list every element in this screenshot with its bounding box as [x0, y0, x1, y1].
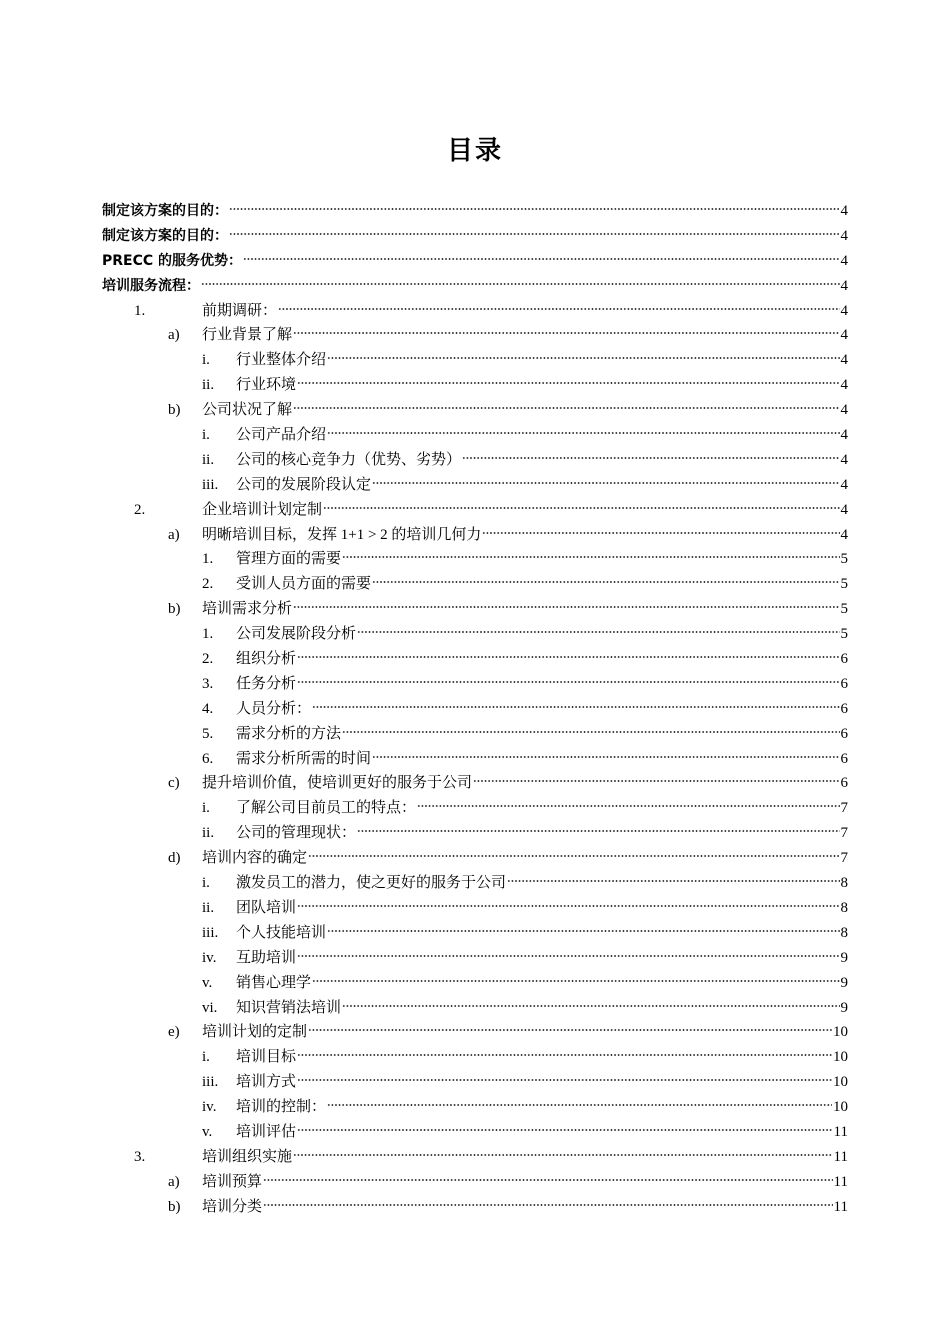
toc-entry-page-number: 4	[840, 377, 848, 394]
dot-leader	[342, 1004, 839, 1008]
toc-entry-title: 前期调研：	[202, 302, 278, 319]
toc-entry-page-number: 4	[840, 203, 848, 219]
toc-entry-number: ii.	[202, 451, 215, 468]
toc-entry[interactable]	[102, 299, 848, 324]
toc-entry-number: b)	[168, 601, 181, 618]
toc-entry-title: 公司的管理现状：	[236, 825, 357, 842]
toc-entry-number: a)	[168, 327, 180, 344]
toc-entry-title: 企业培训计划定制	[202, 501, 323, 518]
toc-entry-title: 培训组织实施	[202, 1148, 293, 1165]
toc-entry-page-number: 5	[840, 551, 848, 568]
toc-entry-title: 行业整体介绍	[236, 352, 327, 369]
toc-entry-title: 组织分析	[236, 651, 297, 668]
toc-entry-number: vi.	[202, 999, 218, 1016]
toc-entry-page-number: 10	[833, 1024, 848, 1041]
toc-entry[interactable]	[102, 597, 848, 622]
toc-entry[interactable]	[102, 846, 848, 871]
toc-entry-title: 公司发展阶段分析	[236, 626, 357, 643]
dot-leader	[297, 954, 839, 958]
toc-entry-number: v.	[202, 1123, 213, 1140]
dot-leader	[462, 456, 839, 460]
toc-entry-title: 培训评估	[236, 1123, 297, 1140]
toc-entry[interactable]	[102, 1020, 848, 1045]
toc-entry-number: iii.	[202, 476, 219, 493]
toc-entry-title: 了解公司目前员工的特点：	[236, 800, 417, 817]
toc-entry-number: a)	[168, 526, 180, 543]
toc-entry[interactable]	[102, 547, 848, 572]
toc-entry-number: 3.	[202, 675, 214, 692]
dot-leader	[312, 979, 839, 983]
toc-entry-title: 明晰培训目标，发挥 1+1 > 2 的培训几何力	[202, 526, 482, 543]
toc-entry[interactable]	[102, 523, 848, 548]
dot-leader	[229, 207, 840, 211]
toc-entry-number: d)	[168, 850, 181, 867]
toc-entry-page-number: 5	[840, 626, 848, 643]
toc-entry[interactable]	[102, 996, 848, 1021]
toc-entry-title: 需求分析的方法	[236, 725, 342, 742]
dot-leader	[323, 506, 839, 510]
toc-entry-number: 2.	[202, 576, 214, 593]
dot-leader	[297, 655, 839, 659]
toc-entry-page-number: 4	[840, 252, 848, 269]
toc-entry-number: iv.	[202, 1099, 217, 1116]
toc-entry[interactable]	[102, 473, 848, 498]
toc-entry[interactable]	[102, 971, 848, 996]
dot-leader	[417, 804, 839, 808]
page-title: 目录	[446, 136, 503, 166]
dot-leader	[372, 580, 839, 584]
toc-entry-title: 管理方面的需要	[236, 551, 342, 568]
toc-entry-title: 公司状况了解	[202, 402, 293, 419]
toc-entry-title: 行业背景了解	[202, 327, 293, 344]
toc-entry-number: 2.	[202, 651, 214, 668]
toc-entry[interactable]	[102, 498, 848, 523]
toc-entry-number: b)	[168, 402, 181, 419]
toc-entry-page-number: 8	[840, 899, 848, 916]
toc-entry-page-number: 10	[833, 1099, 848, 1116]
toc-entry[interactable]	[102, 572, 848, 597]
toc-entry-title: 团队培训	[236, 899, 297, 916]
toc-entry[interactable]	[102, 1070, 848, 1095]
dot-leader	[263, 1203, 833, 1207]
toc-entry-page-number: 5	[840, 601, 848, 618]
toc-entry-page-number: 7	[840, 850, 848, 867]
dot-leader	[263, 1178, 833, 1182]
toc-entry[interactable]	[102, 722, 848, 747]
toc-entry-title: 公司的核心竞争力（优势、劣势）	[236, 451, 462, 468]
toc-entry-title: 人员分析：	[236, 700, 312, 717]
toc-entry[interactable]	[102, 423, 848, 448]
toc-entry[interactable]	[102, 771, 848, 796]
toc-entry-page-number: 6	[840, 675, 848, 692]
toc-entry-title: 培训的控制：	[236, 1099, 327, 1116]
dot-leader	[357, 630, 839, 634]
toc-entry-title: 公司的发展阶段认定	[236, 476, 372, 493]
toc-entry[interactable]	[102, 946, 848, 971]
dot-leader	[201, 282, 840, 286]
toc-entry[interactable]	[102, 224, 848, 249]
toc-entry[interactable]	[102, 274, 848, 299]
toc-entry-page-number: 5	[840, 576, 848, 593]
dot-leader	[293, 406, 839, 410]
toc-entry-title: 行业环境	[236, 377, 297, 394]
toc-entry-page-number: 6	[840, 651, 848, 668]
toc-entry-page-number: 6	[840, 775, 848, 792]
toc-entry-page-number: 11	[833, 1198, 848, 1215]
toc-entry-title: 激发员工的潜力，使之更好的服务于公司	[236, 875, 507, 892]
dot-leader	[308, 854, 839, 858]
toc-entry-title: 培训内容的确定	[202, 850, 308, 867]
toc-entry-title: 公司产品介绍	[236, 427, 327, 444]
table-of-contents	[102, 199, 848, 1220]
toc-entry-page-number: 4	[840, 402, 848, 419]
toc-entry-title: 培训分类	[202, 1198, 263, 1215]
dot-leader	[297, 904, 839, 908]
toc-entry-number: 1.	[202, 551, 214, 568]
toc-entry[interactable]	[102, 871, 848, 896]
toc-entry-number: i.	[202, 800, 210, 817]
toc-entry-number: i.	[202, 352, 210, 369]
toc-entry-number: i.	[202, 875, 210, 892]
toc-entry-title: 培训方式	[236, 1074, 297, 1091]
toc-entry-number: 1.	[134, 302, 146, 319]
toc-entry[interactable]	[102, 1170, 848, 1195]
toc-entry-number: iv.	[202, 949, 217, 966]
toc-entry-title: 制定该方案的目的：	[102, 227, 228, 244]
dot-leader	[482, 531, 839, 535]
toc-entry[interactable]	[102, 921, 848, 946]
toc-entry-page-number: 8	[840, 924, 848, 941]
toc-entry[interactable]	[102, 896, 848, 921]
toc-entry-number: 1.	[202, 626, 214, 643]
dot-leader	[243, 257, 839, 261]
toc-entry-title: 制定该方案的目的：	[102, 203, 228, 219]
dot-leader	[357, 829, 839, 833]
toc-entry[interactable]	[102, 373, 848, 398]
toc-entry[interactable]	[102, 448, 848, 473]
toc-entry-page-number: 11	[833, 1148, 848, 1165]
dot-leader	[297, 1053, 832, 1057]
toc-entry-number: ii.	[202, 377, 215, 394]
toc-entry[interactable]	[102, 348, 848, 373]
toc-entry-number: i.	[202, 427, 210, 444]
toc-entry-title: 培训预算	[202, 1173, 263, 1190]
dot-leader	[293, 1153, 833, 1157]
toc-entry-page-number: 4	[840, 277, 848, 294]
toc-entry-page-number: 4	[840, 526, 848, 543]
toc-entry[interactable]	[102, 398, 848, 423]
toc-entry-page-number: 4	[840, 227, 848, 244]
toc-entry-title: 互助培训	[236, 949, 297, 966]
toc-entry[interactable]	[102, 1195, 848, 1220]
toc-entry-number: ii.	[202, 899, 215, 916]
toc-entry-page-number: 11	[833, 1173, 848, 1190]
toc-entry-page-number: 4	[840, 451, 848, 468]
toc-entry-number: c)	[168, 775, 180, 792]
toc-entry[interactable]	[102, 747, 848, 772]
dot-leader	[297, 1078, 832, 1082]
toc-entry-page-number: 4	[840, 476, 848, 493]
dot-leader	[342, 730, 839, 734]
dot-leader	[327, 431, 839, 435]
dot-leader	[293, 331, 839, 335]
toc-entry-page-number: 7	[840, 800, 848, 817]
toc-entry[interactable]	[102, 647, 848, 672]
toc-entry-page-number: 10	[833, 1049, 848, 1066]
toc-entry-title: 需求分析所需的时间	[236, 750, 372, 767]
toc-entry-page-number: 10	[833, 1074, 848, 1091]
toc-entry-page-number: 8	[840, 875, 848, 892]
toc-entry-title: 个人技能培训	[236, 924, 327, 941]
dot-leader	[327, 356, 839, 360]
toc-entry-title: 提升培训价值，使培训更好的服务于公司	[202, 775, 473, 792]
toc-entry-title: 销售心理学	[236, 974, 312, 991]
toc-entry-number: b)	[168, 1198, 181, 1215]
dot-leader	[372, 755, 839, 759]
toc-entry-page-number: 9	[840, 974, 848, 991]
toc-entry-number: e)	[168, 1024, 180, 1041]
toc-entry-page-number: 9	[840, 949, 848, 966]
toc-entry[interactable]	[102, 672, 848, 697]
dot-leader	[372, 481, 839, 485]
toc-entry[interactable]	[102, 1045, 848, 1070]
toc-entry-number: ii.	[202, 825, 215, 842]
toc-entry[interactable]	[102, 1145, 848, 1170]
toc-entry-page-number: 11	[833, 1123, 848, 1140]
dot-leader	[507, 879, 839, 883]
dot-leader	[229, 232, 840, 236]
toc-entry-title: 培训需求分析	[202, 601, 293, 618]
toc-entry-page-number: 7	[840, 825, 848, 842]
dot-leader	[327, 1103, 832, 1107]
toc-entry[interactable]	[102, 622, 848, 647]
toc-entry-page-number: 4	[840, 352, 848, 369]
toc-entry[interactable]	[102, 323, 848, 348]
toc-entry-title: 受训人员方面的需要	[236, 576, 372, 593]
dot-leader	[327, 929, 839, 933]
toc-entry-page-number: 6	[840, 700, 848, 717]
toc-entry-number: v.	[202, 974, 213, 991]
toc-entry-number: iii.	[202, 1074, 219, 1091]
dot-leader	[297, 381, 839, 385]
dot-leader	[312, 705, 839, 709]
toc-entry[interactable]	[102, 697, 848, 722]
toc-entry-page-number: 4	[840, 327, 848, 344]
toc-entry-page-number: 4	[840, 427, 848, 444]
toc-entry-title: 知识营销法培训	[236, 999, 342, 1016]
toc-entry-number: 4.	[202, 700, 214, 717]
toc-entry-number: i.	[202, 1049, 210, 1066]
dot-leader	[297, 680, 839, 684]
toc-entry-page-number: 4	[840, 501, 848, 518]
toc-entry[interactable]	[102, 1095, 848, 1120]
dot-leader	[293, 605, 839, 609]
toc-entry-page-number: 6	[840, 725, 848, 742]
toc-entry-page-number: 4	[840, 302, 848, 319]
toc-entry-page-number: 9	[840, 999, 848, 1016]
toc-entry-title: 培训计划的定制	[202, 1024, 308, 1041]
toc-entry-title: 培训服务流程：	[102, 277, 200, 294]
toc-entry-number: a)	[168, 1173, 180, 1190]
toc-entry[interactable]	[102, 249, 848, 274]
toc-entry-title: PRECC 的服务优势：	[102, 252, 243, 269]
dot-leader	[342, 555, 839, 559]
dot-leader	[297, 1128, 833, 1132]
toc-entry-page-number: 6	[840, 750, 848, 767]
toc-entry-title: 培训目标	[236, 1049, 297, 1066]
dot-leader	[278, 307, 839, 311]
toc-entry-number: iii.	[202, 924, 219, 941]
toc-entry-title: 任务分析	[236, 675, 297, 692]
toc-entry[interactable]	[102, 796, 848, 821]
toc-entry-number: 6.	[202, 750, 214, 767]
toc-entry-number: 5.	[202, 725, 214, 742]
dot-leader	[473, 779, 839, 783]
toc-entry-number: 3.	[134, 1148, 146, 1165]
toc-entry[interactable]	[102, 1120, 848, 1145]
toc-entry-number: 2.	[134, 501, 146, 518]
toc-entry[interactable]	[102, 821, 848, 846]
toc-entry[interactable]	[102, 199, 848, 224]
dot-leader	[308, 1028, 832, 1032]
